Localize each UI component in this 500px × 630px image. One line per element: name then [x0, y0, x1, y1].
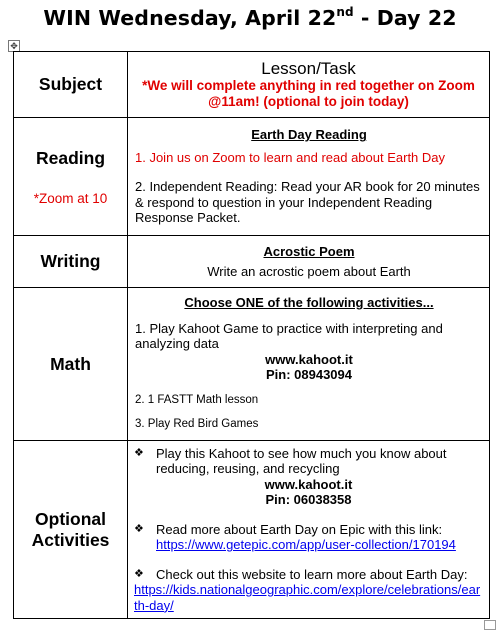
reading-subject: Reading [35, 147, 106, 168]
reading-item-2: 2. Independent Reading: Read your AR book for 20 minutes & respond to question in your Independent Reading Response Packet. [135, 179, 480, 226]
math-kahoot-pin: Pin: 08943094 [265, 367, 352, 383]
table-move-handle-icon[interactable]: ✥ [8, 40, 20, 52]
task-header: Lesson/Task [261, 59, 356, 78]
red-note-line-1: *We will complete anything in red together on Zoom [142, 78, 475, 93]
math-item-2: 2. 1 FASTT Math lesson [135, 393, 259, 406]
optional-kahoot-pin: Pin: 06038358 [265, 492, 352, 508]
optional-epic-text: Read more about Earth Day on Epic with this link: [156, 521, 443, 537]
epic-link[interactable]: https://www.getepic.com/app/user-collection/170194 [156, 537, 456, 553]
subject-header: Subject [38, 74, 103, 94]
optional-kahoot-site: www.kahoot.it [264, 476, 353, 492]
diamond-bullet-icon: ❖ [134, 522, 144, 535]
optional-task-cell [128, 441, 490, 619]
math-subject: Math [50, 353, 91, 374]
task-header-cell [128, 52, 490, 118]
writing-subject-cell [14, 236, 128, 288]
writing-row [14, 236, 490, 288]
reading-item-1: 1. Join us on Zoom to learn and read about Earth Day [135, 149, 446, 165]
math-task-cell [128, 288, 490, 441]
page-title [0, 6, 500, 30]
optional-item-epic [134, 522, 483, 553]
red-note-line-2: @11am! (optional to join today) [208, 94, 409, 109]
math-row [14, 288, 490, 441]
reading-task-cell [128, 118, 490, 236]
table-resize-handle[interactable] [484, 620, 496, 630]
header-row [14, 52, 490, 118]
writing-subject: Writing [40, 251, 101, 271]
writing-task-cell [128, 236, 490, 288]
writing-text: Write an acrostic poem about Earth [207, 263, 411, 279]
reading-zoom-note: *Zoom at 10 [33, 190, 108, 206]
reading-row [14, 118, 490, 236]
reading-heading: Earth Day Reading [251, 127, 367, 143]
math-item-3: 3. Play Red Bird Games [135, 418, 259, 431]
optional-row [14, 441, 490, 619]
reading-subject-cell [14, 118, 128, 236]
math-subject-cell [14, 288, 128, 441]
title-superscript: nd [336, 5, 354, 19]
optional-subject-line-1: Optional [35, 508, 106, 529]
optional-subject-line-2: Activities [31, 529, 110, 550]
math-kahoot-site: www.kahoot.it [265, 351, 353, 367]
optional-subject-cell [14, 441, 128, 619]
natgeo-link[interactable]: https://kids.nationalgeographic.com/explore/celebrations/earth-day/ [134, 582, 481, 613]
optional-kahoot-text: Play this Kahoot to see how much you know about reducing, reusing, and recycling [156, 445, 447, 477]
title-main: WIN Wednesday, April 22 [43, 6, 337, 30]
math-heading: Choose ONE of the following activities... [184, 295, 434, 311]
title-tail: - Day 22 [353, 6, 457, 30]
optional-item-kahoot [134, 446, 483, 508]
diamond-bullet-icon: ❖ [134, 567, 144, 580]
schedule-table [13, 51, 490, 619]
subject-header-cell [14, 52, 128, 118]
writing-heading: Acrostic Poem [263, 244, 355, 259]
optional-item-natgeo [134, 567, 483, 614]
optional-natgeo-text: Check out this website to learn more about Earth Day: [156, 566, 468, 582]
diamond-bullet-icon: ❖ [134, 446, 144, 459]
math-item-1: 1. Play Kahoot Game to practice with interpreting and analyzing data [135, 320, 443, 352]
